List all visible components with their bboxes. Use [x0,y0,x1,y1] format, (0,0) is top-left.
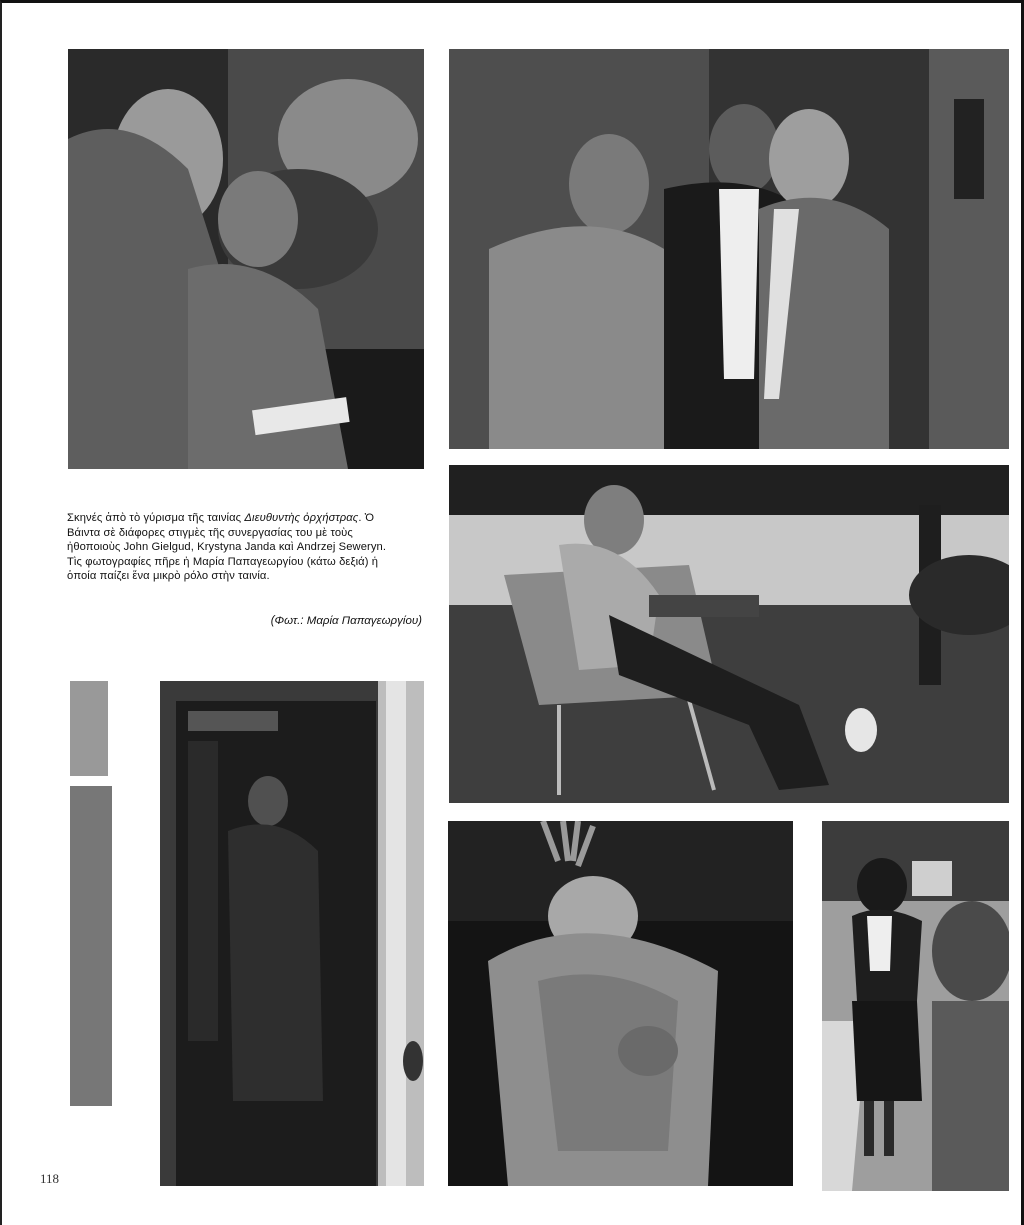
caption-line1-suffix: . Ὁ [358,512,375,524]
photo-woman-standing [822,821,1009,1191]
caption-line1-prefix: Σκηνές ἀπὸ τὸ γύρισμα τῆς ταινίας [67,512,245,524]
caption-line3: ἠθοποιοὺς John Gielgud, Krystyna Janda καὶ Andrzej Seweryn. [67,541,387,554]
photo-doorway [68,681,424,1186]
caption-line5: ὁποία παίζει ἕνα μικρὸ ρόλο στὴν ταινία. [67,570,270,583]
photo-credit: (Φωτ.: Μαρία Παπαγεωργίου) [270,615,422,627]
caption-line4: Τὶς φωτογραφίες πῆρε ἡ Μαρία Παπαγεωργίου (κάτω δεξιά) ἡ [67,555,379,568]
photo-two-men-seated [68,49,424,469]
photo-man-on-bench [449,465,1009,803]
photo-caption [67,511,427,584]
photo-embrace [448,821,793,1186]
caption-film-title: Διευθυντὴς ὀρχήστρας [244,512,359,524]
photo-three-people-standing [449,49,1009,449]
page-number: 118 [40,1171,60,1186]
caption-line2: Βάιντα σὲ διάφορες στιγμὲς τῆς συνεργασίας του μὲ τοὺς [67,526,353,539]
